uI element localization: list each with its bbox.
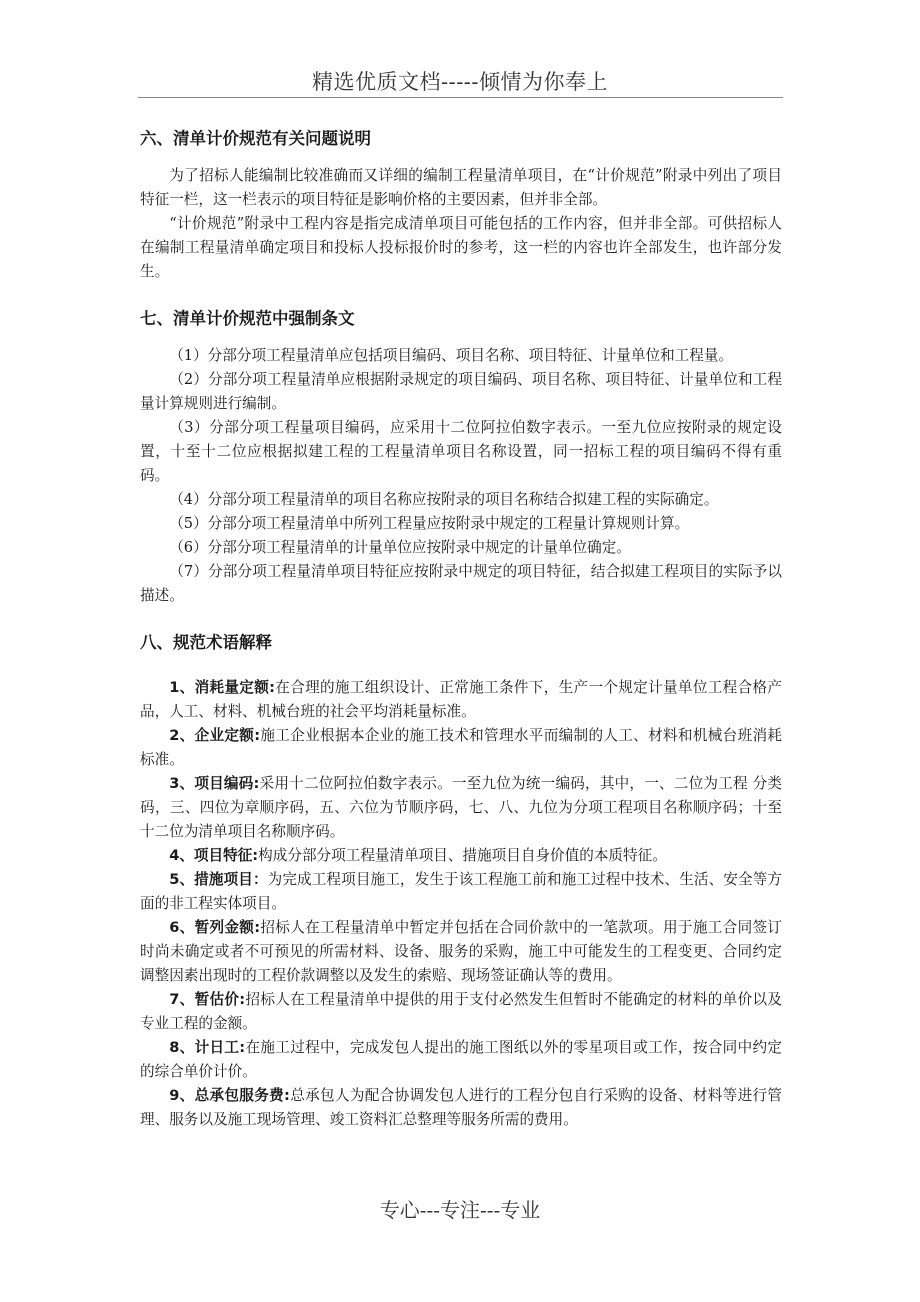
term-text: 施工企业根据本企业的施工技术和管理水平而编制的人工、材料和机械台班消耗标准。	[140, 727, 782, 768]
section-7-item: （5）分部分项工程量清单中所列工程量应按附录中规定的工程量计算规则计算。	[169, 515, 690, 532]
section-7-item: （1）分部分项工程量清单应包括项目编码、项目名称、项目特征、计量单位和工程量。	[169, 347, 734, 364]
section-7-item: （6）分部分项工程量清单的计量单位应按附录中规定的计量单位确定。	[169, 539, 631, 556]
term-definition	[140, 724, 782, 772]
term-label: 2、企业定额:	[169, 727, 261, 744]
page-footer: 专心---专注---专业	[379, 1198, 541, 1222]
section-8-title: 八、规范术语解释	[140, 633, 272, 652]
term-definition	[140, 988, 782, 1036]
document-body	[140, 118, 782, 1132]
term-text: 为完成工程项目施工，发生于该工程施工前和施工过程中技术、生活、安全等方面的非工程实体项目。	[140, 871, 782, 912]
term-label: 8、计日工:	[169, 1039, 246, 1056]
section-6-title: 六、清单计价规范有关问题说明	[140, 129, 371, 148]
section-7-item: （2）分部分项工程量清单应根据附录规定的项目编码、项目名称、项目特征、计量单位和工程量计算规则进行编制。	[140, 371, 782, 412]
header-divider	[138, 97, 783, 98]
section-7-item: （7）分部分项工程量清单项目特征应按附录中规定的项目特征，结合拟建工程项目的实际予以描述。	[140, 563, 782, 604]
term-text: 构成分部分项工程量清单项目、措施项目自身价值的本质特征。	[258, 847, 667, 864]
term-text: 招标人在工程量清单中提供的用于支付必然发生但暂时不能确定的材料的单价以及专业工程的金额。	[140, 991, 782, 1032]
term-label: 7、暂估价:	[169, 991, 246, 1008]
term-text: 总承包人为配合协调发包人进行的工程分包自行采购的设备、材料等进行管理、服务以及施工现场管理、竣工资料汇总整理等服务所需的费用。	[140, 1087, 782, 1128]
term-definition	[140, 676, 782, 724]
section-7-title: 七、清单计价规范中强制条文	[140, 309, 355, 328]
term-definition	[140, 1036, 782, 1084]
term-label: 1、消耗量定额:	[169, 679, 275, 696]
term-text: 采用十二位阿拉伯数字表示。一至九位为统一编码，其中，一、二位为工程 分类码，三、四位为章顺序码，五、六位为节顺序码，七、八、九位为分项工程项目名称顺序码；十至十二位为清单项目名称顺序码。	[140, 775, 782, 840]
term-label: 6、暂列金额:	[169, 919, 261, 936]
term-label: 4、项目特征:	[169, 847, 259, 864]
section-6-paragraph: “计价规范”附录中工程内容是指完成清单项目可能包括的工作内容，但并非全部。可供招标人在编制工程量清单确定项目和投标人投标报价时的参考，这一栏的内容也许全部发生，也许部分发生。	[140, 215, 782, 280]
term-text: 招标人在工程量清单中暂定并包括在合同价款中的一笔款项。用于施工合同签订时尚未确定或者不可预见的所需材料、设备、服务的采购，施工中可能发生的工程变更、合同约定调整因素出现时的工程价款调整以及发生的索赔、现场签证确认等的费用。	[140, 919, 782, 984]
term-text: 在施工过程中，完成发包人提出的施工图纸以外的零星项目或工作，按合同中约定的综合单价计价。	[140, 1039, 782, 1080]
term-label: 9、总承包服务费:	[169, 1087, 290, 1104]
page-header: 精选优质文档-----倾情为你奉上	[312, 70, 608, 94]
section-7-item: （4）分部分项工程量清单的项目名称应按附录的项目名称结合拟建工程的实际确定。	[169, 491, 719, 508]
term-definition	[140, 868, 782, 916]
term-label: 3、项目编码:	[169, 775, 260, 792]
term-definition	[140, 1084, 782, 1132]
term-definition	[140, 916, 782, 988]
section-7-item: （3）分部分项工程量项目编码，应采用十二位阿拉伯数字表示。一至九位应按附录的规定设置，十至十二位应根据拟建工程的工程量清单项目名称设置，同一招标工程的项目编码不得有重码。	[140, 419, 782, 484]
term-definition	[140, 844, 782, 868]
term-label: 5、措施项目：	[169, 871, 268, 888]
term-text: 在合理的施工组织设计、正常施工条件下，生产一个规定计量单位工程合格产品，人工、材料、机械台班的社会平均消耗量标准。	[140, 679, 782, 720]
section-6-paragraph: 为了招标人能编制比较准确而又详细的编制工程量清单项目，在“计价规范”附录中列出了项目特征一栏，这一栏表示的项目特征是影响价格的主要因素，但并非全部。	[140, 167, 782, 208]
term-definition	[140, 772, 782, 844]
